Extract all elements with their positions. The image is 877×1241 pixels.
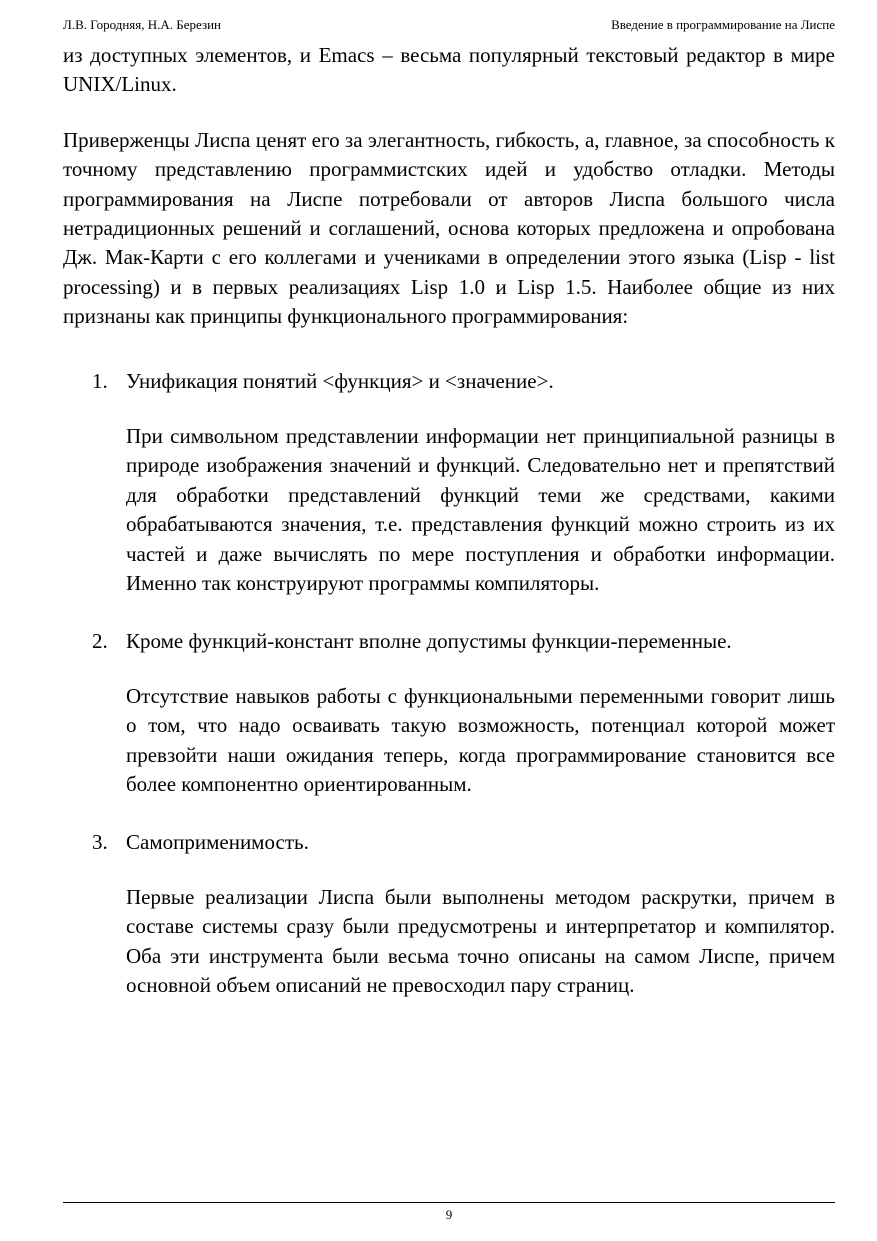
list-item [63,627,835,800]
intro-paragraph: Приверженцы Лиспа ценят его за элегантность, гибкость, а, главное, за способность к точному представлению программистских идей и удобство отладки. Методы программирования на Лиспе потребовали от авторов Лиспа большого числа нетрадиционных решений и соглашений, основа которых предложена и опробована Дж. Мак-Карти с его коллегами и учениками в определении этого языка (Lisp - list processing) и в первых реализациях Lisp 1.0 и Lisp 1.5. Наиболее общие из них признаны как принципы функционального программирования: [63,127,835,329]
principles-list [63,367,835,1001]
list-item-body: При символьном представлении информации нет принципиальной разницы в природе изображения значений и функций. Следовательно нет и препятствий для обработки представлений функций теми же средствами, какими обрабатываются значения, т.е. представления функций можно строить из их частей и даже вычислять по мере поступления и обработки информации. Именно так конструируют программы компиляторы. [126,424,835,596]
list-item-title: Самоприменимость. [126,829,309,854]
list-item [63,828,835,1001]
list-item-number: 3. [92,829,108,854]
page-number: 9 [445,1207,453,1222]
list-item [63,367,835,599]
footer-divider [63,1202,835,1203]
list-item-body: Отсутствие навыков работы с функциональными переменными говорит лишь о том, что надо осваивать такую возможность, потенциал которой может превзойти наши ожидания теперь, когда программирование становится все более компонентно ориентированным. [126,683,835,797]
list-item-number: 2. [92,628,108,653]
list-item-title: Унификация понятий <функция> и <значение>. [126,368,554,393]
list-item-title: Кроме функций-констант вполне допустимы функции-переменные. [126,628,732,653]
list-item-body: Первые реализации Лиспа были выполнены методом раскрутки, причем в составе системы сразу были предусмотрены и интерпретатор и компилятор. Оба эти инструмента были весьма точно описаны на самом Лиспе, причем основной объем описаний не превосходил пару страниц. [126,884,835,998]
running-header [63,15,835,35]
header-book-title: Введение в программирование на Лиспе [611,17,835,32]
page-body [63,41,835,1001]
intro-continuation: из доступных элементов, и Emacs – весьма популярный текстовый редактор в мире UNIX/Linux. [63,43,835,97]
list-item-number: 1. [92,368,108,393]
header-authors: Л.В. Городняя, Н.А. Березин [63,17,222,32]
